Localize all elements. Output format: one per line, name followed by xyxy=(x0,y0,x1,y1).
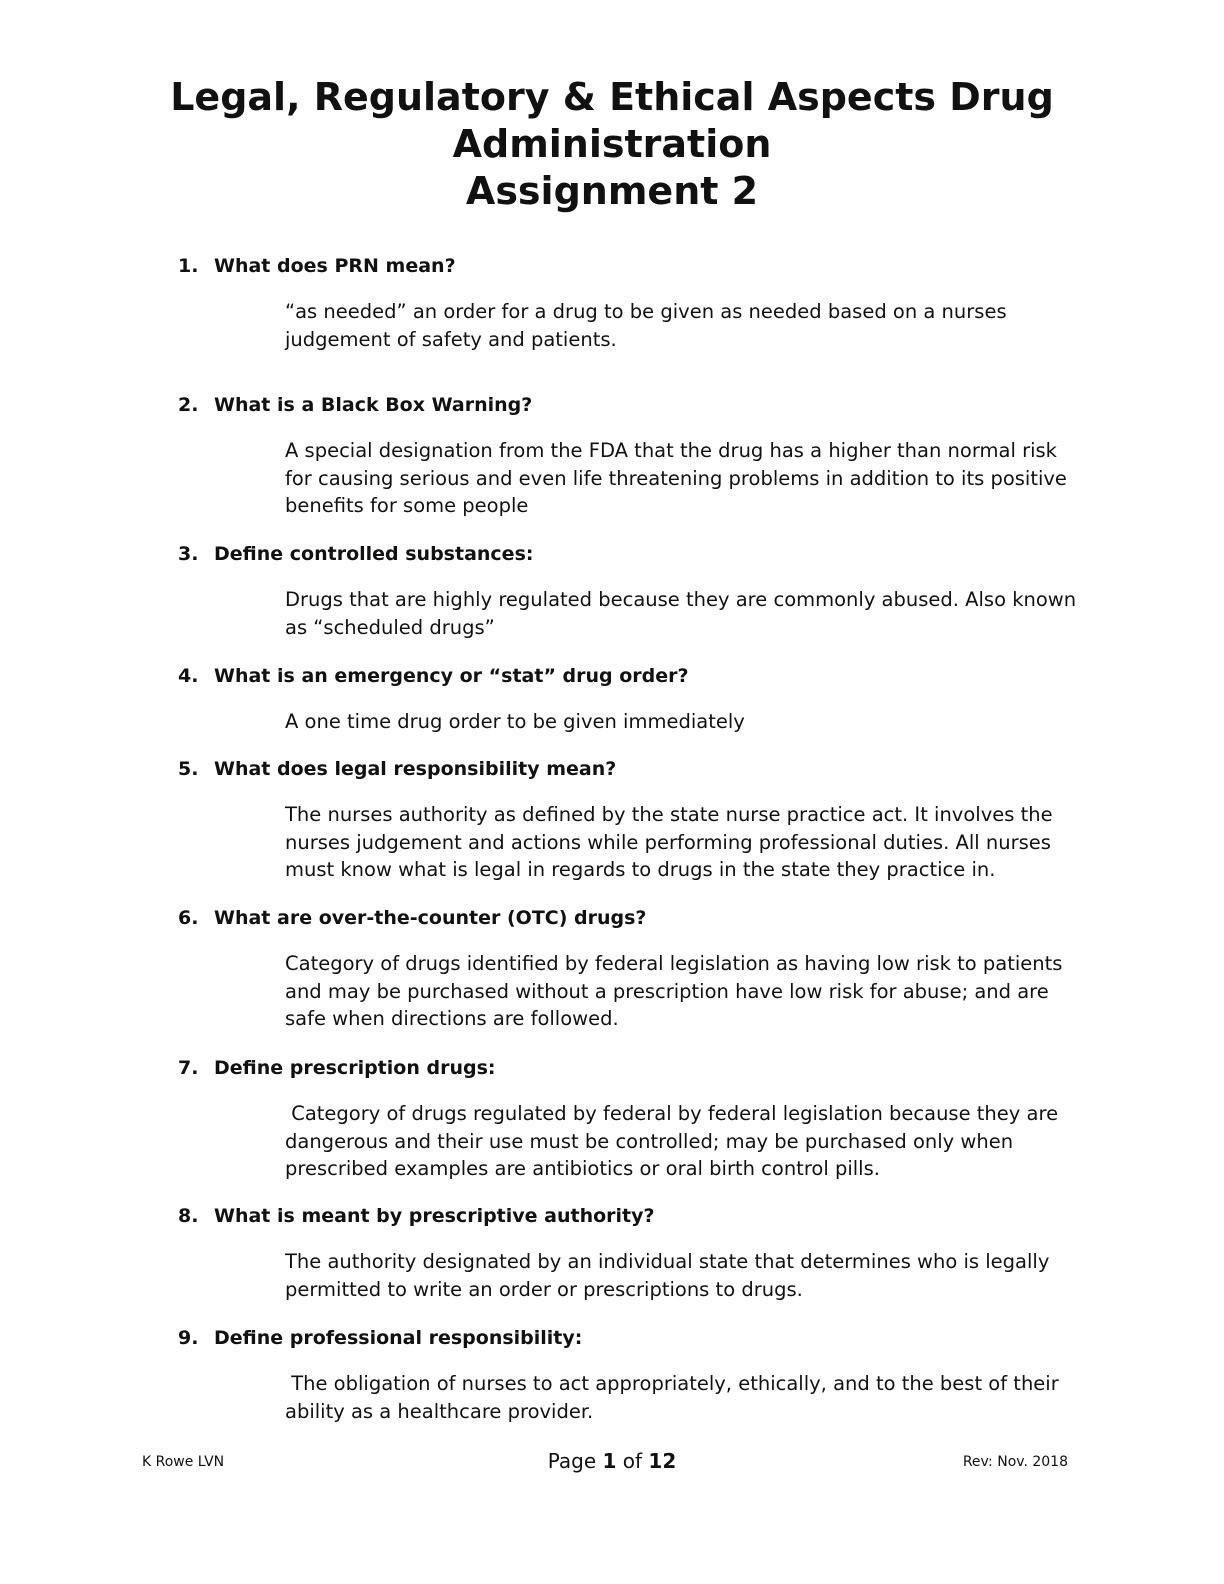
question-list xyxy=(178,252,1083,1425)
answer-text: Drugs that are highly regulated because they are commonly abused. Also known as “scheduled drugs” xyxy=(285,588,1083,639)
question-heading xyxy=(178,662,1078,690)
question-number: 6. xyxy=(178,907,199,929)
question-number: 7. xyxy=(178,1057,199,1079)
page-of: of xyxy=(616,1449,649,1473)
footer-author: K Rowe LVN xyxy=(142,1454,225,1470)
question-item xyxy=(178,252,1078,391)
document-title xyxy=(0,74,1224,215)
question-text: What does legal responsibility mean? xyxy=(214,758,617,780)
question-heading xyxy=(178,1202,1078,1230)
page-current: 1 xyxy=(602,1449,617,1473)
question-item xyxy=(178,755,1078,904)
question-text: Define professional responsibility: xyxy=(214,1327,583,1349)
question-text: What is an emergency or “stat” drug order? xyxy=(214,665,689,687)
title-line-1: Legal, Regulatory & Ethical Aspects Drug xyxy=(170,75,1054,119)
answer-text: A one time drug order to be given immediately xyxy=(285,710,745,733)
question-heading xyxy=(178,755,1078,783)
question-item xyxy=(178,1054,1078,1202)
answer-text: Category of drugs identified by federal legislation as having low risk to patients and may be purchased without a prescription have low risk for abuse; and are safe when directions are followed. xyxy=(285,952,1069,1030)
question-text: What is a Black Box Warning? xyxy=(214,394,533,416)
footer-revision: Rev: Nov. 2018 xyxy=(962,1454,1068,1470)
answer-text: Category of drugs regulated by federal by federal legislation because they are dangerous and their use must be controlled; may be purchased only when prescribed examples are antibiotics or oral birth control pills. xyxy=(285,1102,1065,1180)
page-total: 12 xyxy=(648,1449,677,1473)
question-item xyxy=(178,1202,1078,1324)
title-line-3: Assignment 2 xyxy=(465,169,759,213)
title-line-2: Administration xyxy=(452,122,772,166)
question-number: 4. xyxy=(178,665,199,687)
answer-text: A special designation from the FDA that the drug has a higher than normal risk for causing serious and even life threatening problems in addition to its positive benefits for some people xyxy=(285,439,1074,517)
question-heading xyxy=(178,252,1078,280)
question-heading xyxy=(178,1054,1078,1082)
question-heading xyxy=(178,1324,1078,1352)
answer-text: “as needed” an order for a drug to be given as needed based on a nurses judgement of safety and patients. xyxy=(285,300,1013,351)
question-text: What are over-the-counter (OTC) drugs? xyxy=(214,907,647,929)
answer-text: The obligation of nurses to act appropriately, ethically, and to the best of their ability as a healthcare provider. xyxy=(285,1372,1065,1423)
question-heading xyxy=(178,540,1078,568)
question-number: 1. xyxy=(178,255,199,277)
question-item xyxy=(178,904,1078,1054)
answer-text: The nurses authority as defined by the state nurse practice act. It involves the nurses judgement and actions while performing professional duties. All nurses must know what is legal in regards to drugs in the state they practice in. xyxy=(285,803,1059,881)
question-text: Define prescription drugs: xyxy=(214,1057,496,1079)
question-number: 3. xyxy=(178,543,199,565)
question-number: 9. xyxy=(178,1327,199,1349)
question-item xyxy=(178,1324,1078,1425)
question-item xyxy=(178,662,1078,755)
question-text: What does PRN mean? xyxy=(214,255,456,277)
question-heading xyxy=(178,904,1078,932)
page-prefix: Page xyxy=(547,1449,603,1473)
question-item xyxy=(178,540,1083,662)
question-heading xyxy=(178,391,1078,419)
question-number: 2. xyxy=(178,394,199,416)
question-item xyxy=(178,391,1078,540)
question-text: What is meant by prescriptive authority? xyxy=(214,1205,655,1227)
question-number: 8. xyxy=(178,1205,199,1227)
question-text: Define controlled substances: xyxy=(214,543,534,565)
answer-text: The authority designated by an individual state that determines who is legally permitted to write an order or prescriptions to drugs. xyxy=(285,1250,1056,1301)
question-number: 5. xyxy=(178,758,199,780)
